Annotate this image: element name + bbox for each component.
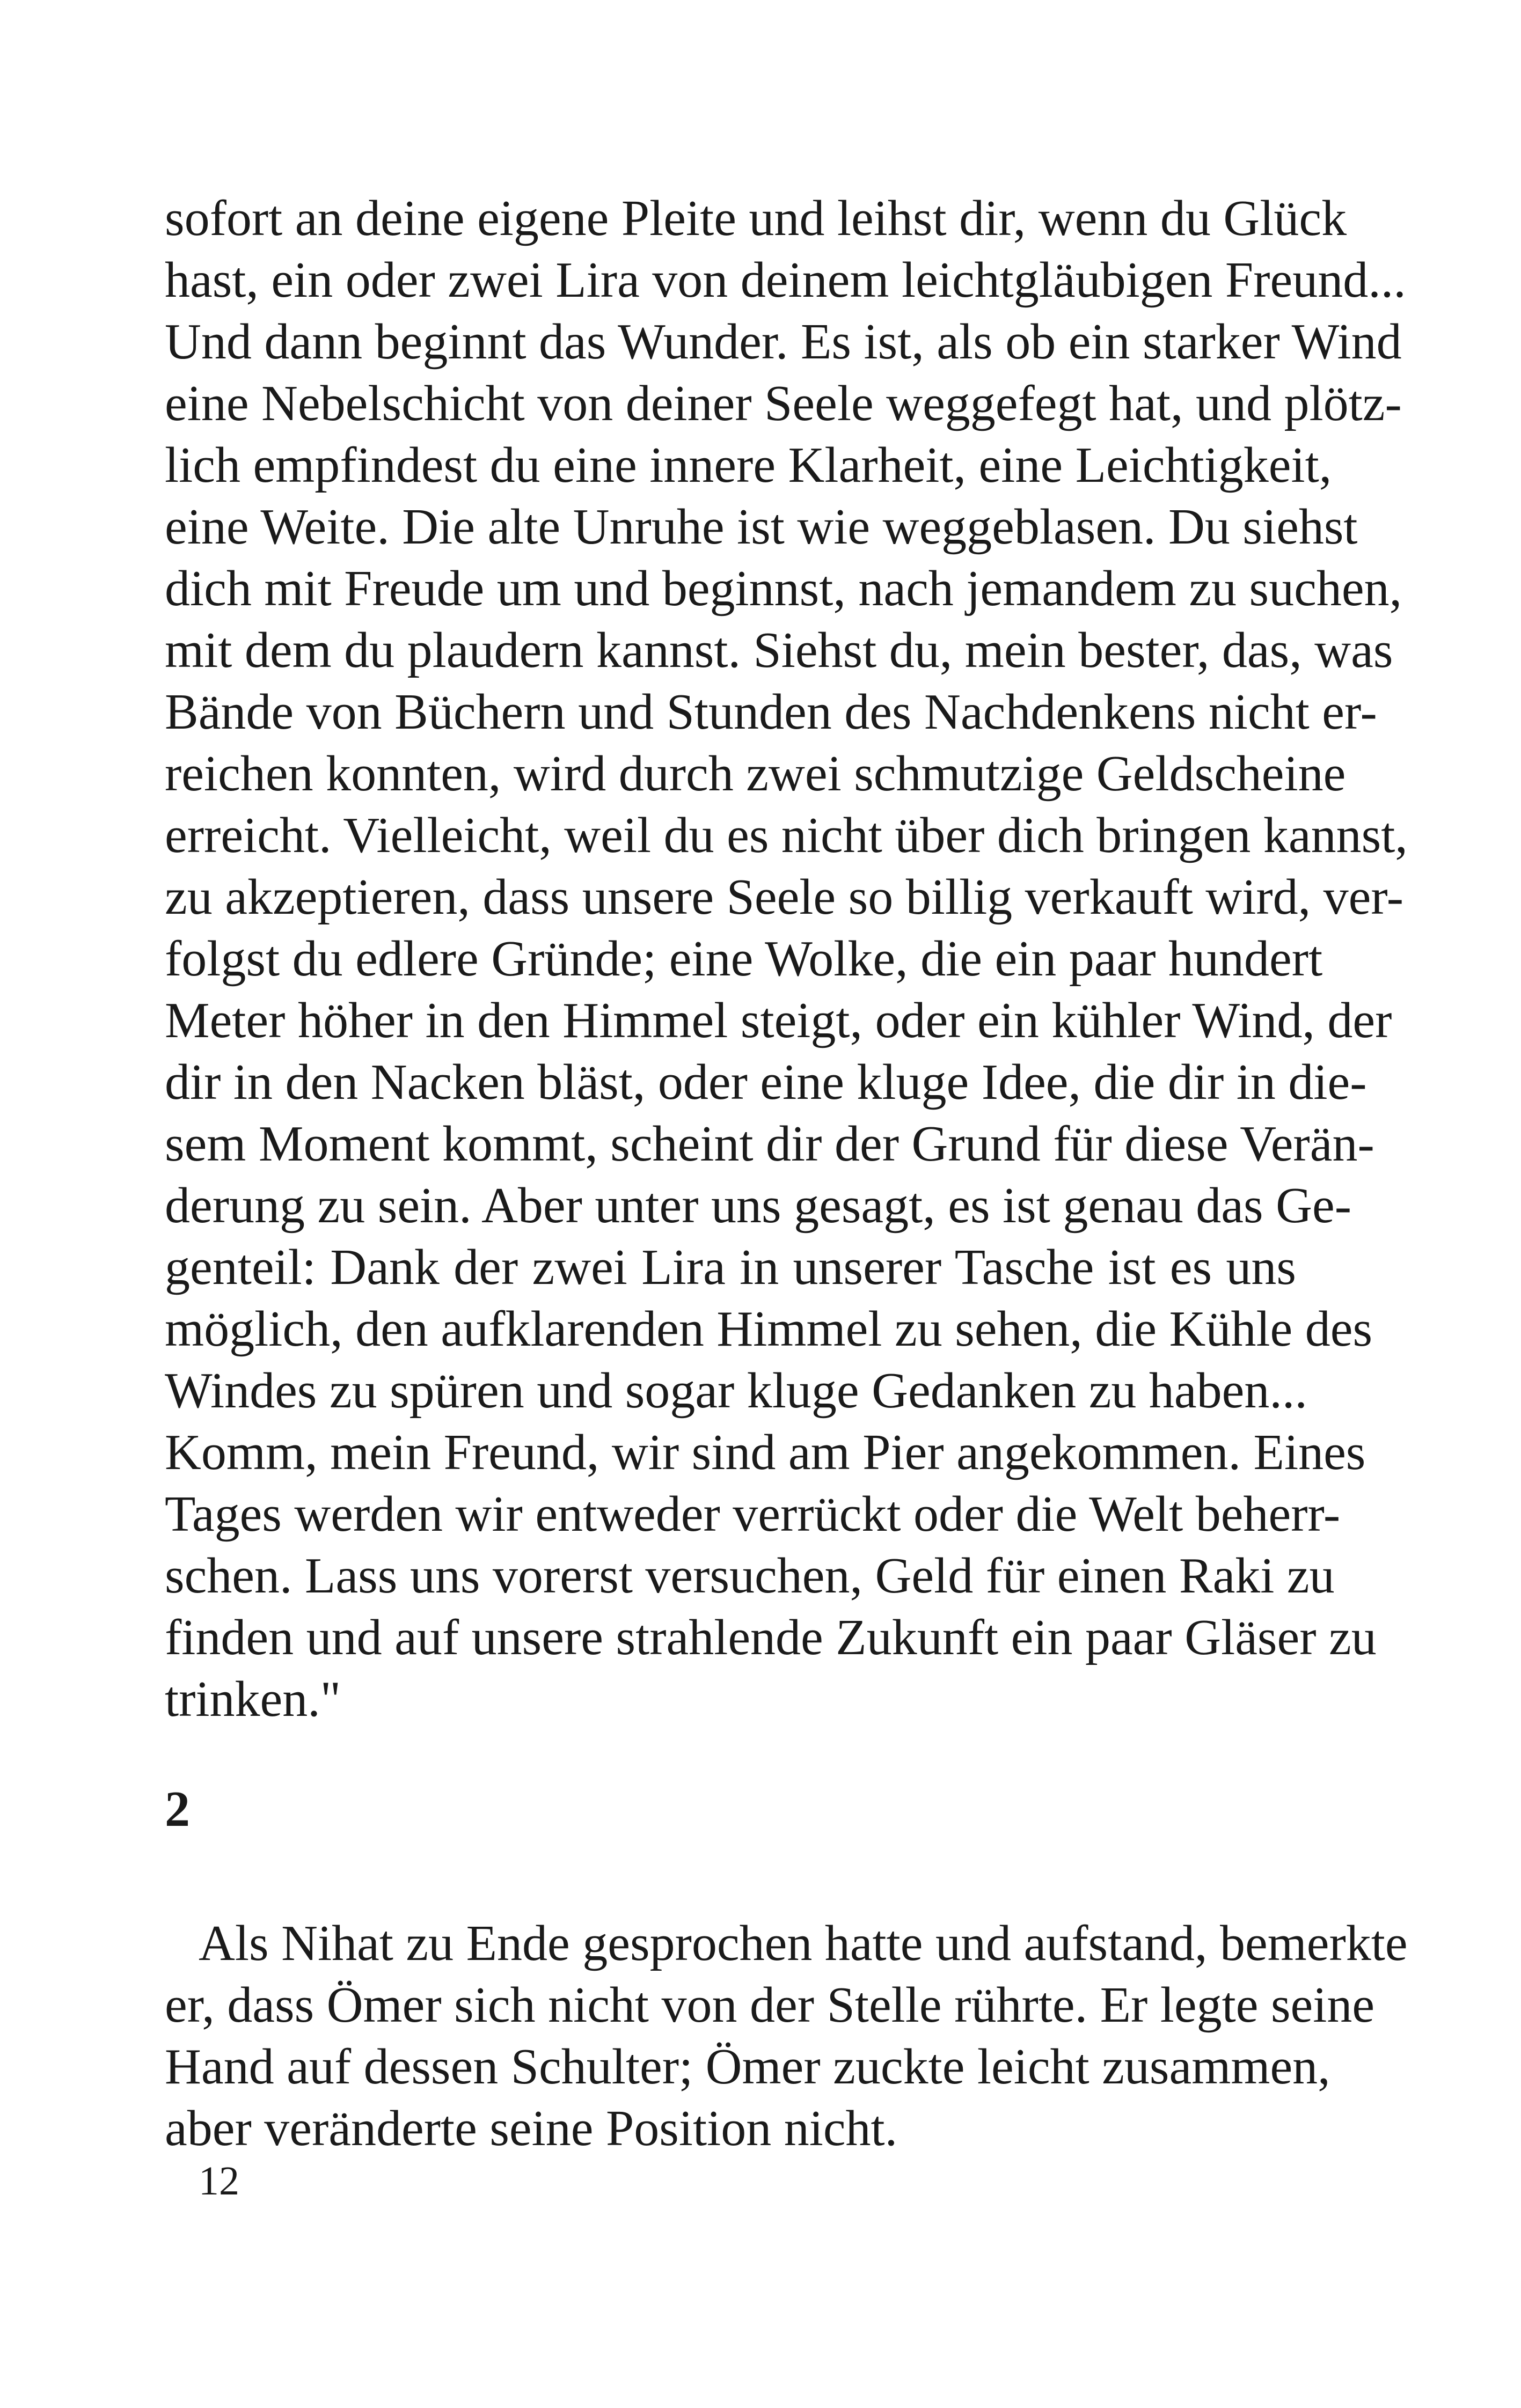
- text-line: eine Weite. Die alte Unruhe ist wie weggeblasen. Du siehst: [165, 499, 1358, 555]
- text-line: trinken.": [165, 1671, 341, 1727]
- text-line: Meter höher in den Himmel steigt, oder ein kühler Wind, der: [165, 993, 1392, 1048]
- text-line: mit dem du plaudern kannst. Siehst du, mein bester, das, was: [165, 622, 1393, 678]
- text-line: zu akzeptieren, dass unsere Seele so billig verkauft wird, ver-: [165, 869, 1404, 925]
- paragraph-continued: [165, 188, 1408, 1730]
- text-line: er, dass Ömer sich nicht von der Stelle rührte. Er legte seine: [165, 1977, 1375, 2033]
- text-line: erreicht. Vielleicht, weil du es nicht über dich bringen kannst,: [165, 807, 1408, 863]
- paragraph-chapter-start: [165, 1913, 1408, 2160]
- text-line: folgst du edlere Gründe; eine Wolke, die ein paar hundert: [165, 931, 1323, 987]
- text-line: Tages werden wir entweder verrückt oder die Welt beherr-: [165, 1486, 1341, 1542]
- page-number: 12: [199, 2159, 239, 2204]
- text-line: Bände von Büchern und Stunden des Nachdenkens nicht er-: [165, 684, 1377, 740]
- chapter-heading: 2: [165, 1781, 190, 1837]
- text-line: reichen konnten, wird durch zwei schmutzige Geldscheine: [165, 746, 1346, 802]
- text-line: Und dann beginnt das Wunder. Es ist, als ob ein starker Wind: [165, 314, 1402, 370]
- text-line: hast, ein oder zwei Lira von deinem leichtgläubigen Freund...: [165, 252, 1406, 308]
- text-line: Komm, mein Freund, wir sind am Pier angekommen. Eines: [165, 1425, 1366, 1480]
- text-line: eine Nebelschicht von deiner Seele weggefegt hat, und plötz-: [165, 376, 1402, 431]
- text-line: derung zu sein. Aber unter uns gesagt, es ist genau das Ge-: [165, 1178, 1352, 1234]
- text-line: dir in den Nacken bläst, oder eine kluge Idee, die dir in die-: [165, 1054, 1367, 1110]
- text-line: möglich, den aufklarenden Himmel zu sehen, die Kühle des: [165, 1301, 1373, 1357]
- text-line: lich empfindest du eine innere Klarheit, eine Leichtigkeit,: [165, 437, 1332, 493]
- text-line: aber veränderte seine Position nicht.: [165, 2101, 898, 2156]
- text-line: dich mit Freude um und beginnst, nach jemandem zu suchen,: [165, 561, 1402, 616]
- text-line: Windes zu spüren und sogar kluge Gedanken zu haben...: [165, 1363, 1307, 1419]
- text-line: genteil: Dank der zwei Lira in unserer Tasche ist es uns: [165, 1239, 1296, 1295]
- text-line: sem Moment kommt, scheint dir der Grund für diese Verän-: [165, 1116, 1374, 1172]
- text-line: Hand auf dessen Schulter; Ömer zuckte leicht zusammen,: [165, 2039, 1330, 2095]
- text-line: schen. Lass uns vorerst versuchen, Geld für einen Raki zu: [165, 1548, 1335, 1604]
- text-line: sofort an deine eigene Pleite und leihst dir, wenn du Glück: [165, 190, 1347, 246]
- text-line: finden und auf unsere strahlende Zukunft ein paar Gläser zu: [165, 1610, 1377, 1665]
- text-line: Als Nihat zu Ende gesprochen hatte und aufstand, bemerkte: [199, 1915, 1408, 1971]
